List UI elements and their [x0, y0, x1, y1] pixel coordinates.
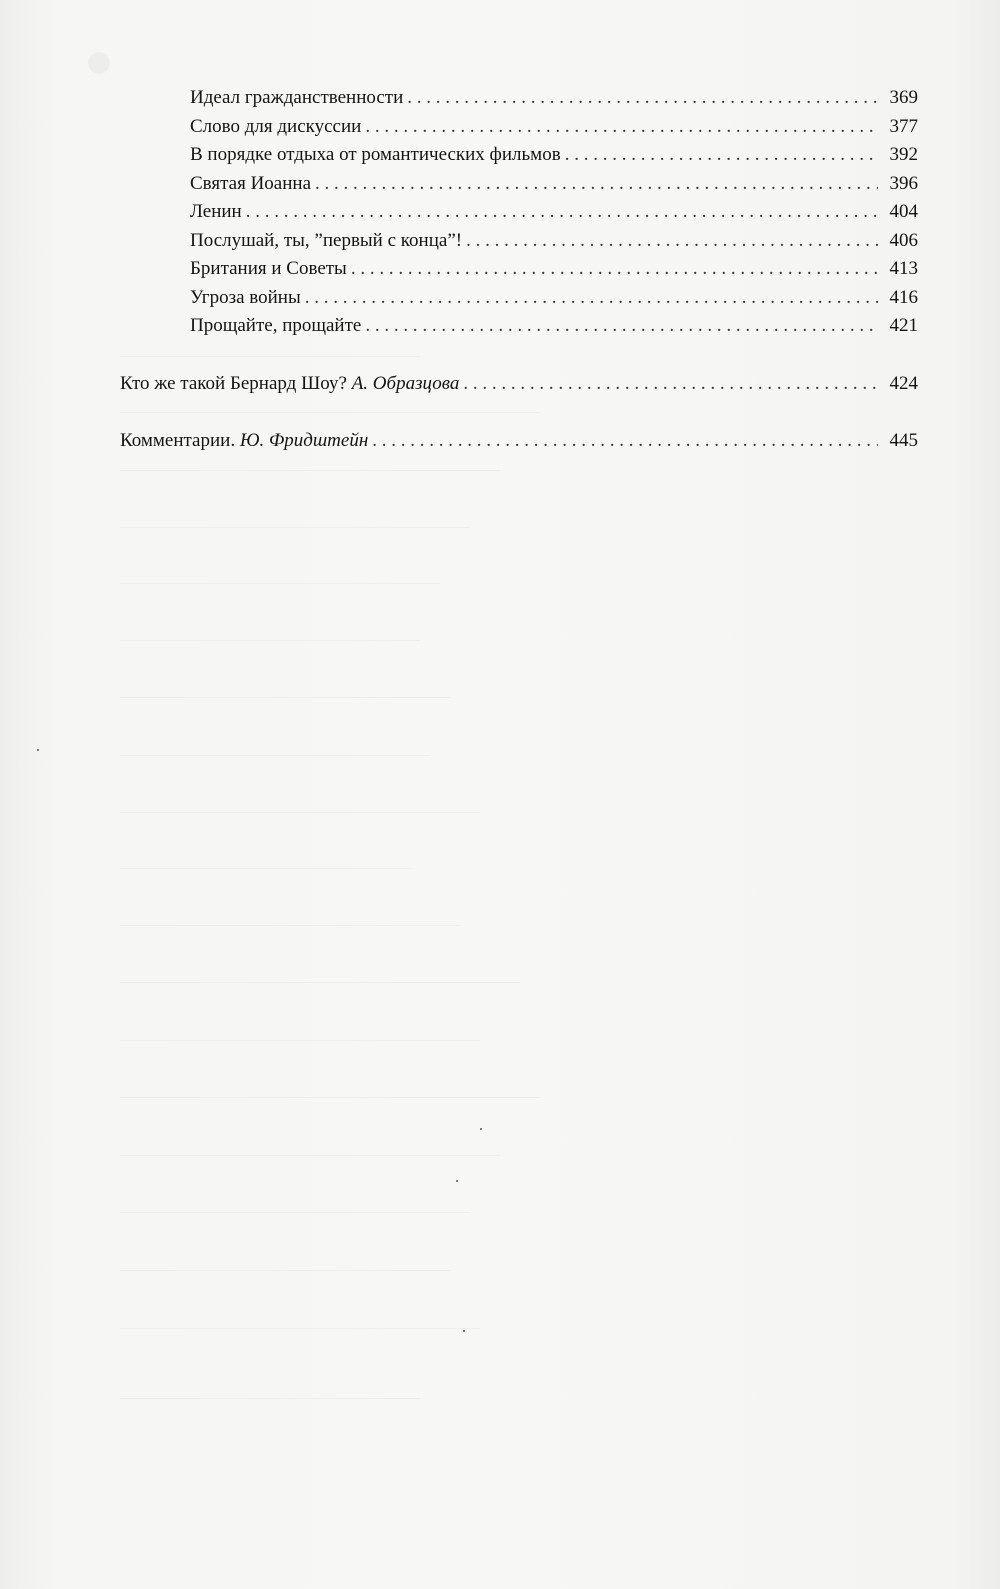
bleed-through [120, 868, 410, 869]
toc-entry-page: 377 [889, 116, 918, 137]
page-blemish [88, 52, 110, 74]
toc-entry-title: Британия и Советы [190, 258, 347, 279]
bleed-through [120, 356, 420, 357]
paper-speck [37, 749, 39, 751]
toc-entry-page: 369 [889, 87, 918, 108]
bleed-through [120, 697, 450, 698]
dot-leader [407, 86, 878, 110]
toc-entry-main[interactable] [120, 429, 918, 453]
toc-entry-title: Святая Иоанна [190, 173, 312, 194]
paper-speck [463, 1330, 465, 1332]
dot-leader [246, 200, 878, 224]
toc-entry[interactable] [190, 286, 918, 310]
toc-entry-author: А. Образцова [351, 373, 460, 394]
dot-leader [565, 143, 878, 167]
dot-leader [466, 229, 878, 253]
toc-entry-title: Послушай, ты, ”первый с конца”! [190, 230, 463, 251]
toc-entry[interactable] [190, 115, 918, 139]
toc-entry-page: 413 [889, 258, 918, 279]
toc-entry-page: 392 [889, 144, 918, 165]
bleed-through [120, 1155, 500, 1156]
dot-leader [365, 314, 878, 338]
dot-leader [365, 115, 878, 139]
bleed-through [120, 640, 420, 641]
bleed-through [120, 812, 480, 813]
toc-entry-title: В порядке отдыха от романтических фильмов [190, 144, 561, 165]
toc-entry-title-text: Комментарии. [120, 430, 240, 451]
bleed-through [120, 1097, 540, 1098]
toc-entry-page: 404 [889, 201, 918, 222]
toc-entry-page: 406 [889, 230, 918, 251]
bleed-through [120, 527, 470, 528]
paper-speck [480, 1128, 482, 1130]
toc-entry[interactable] [190, 172, 918, 196]
bleed-through [120, 1040, 480, 1041]
toc-entry[interactable] [190, 200, 918, 224]
toc-entry[interactable] [190, 86, 918, 110]
dot-leader [351, 257, 878, 281]
toc-entry-author: Ю. Фридштейн [239, 430, 369, 451]
bleed-through [120, 470, 500, 471]
toc-entry-title [120, 429, 368, 453]
bleed-through [120, 412, 540, 413]
dot-leader [305, 286, 878, 310]
dot-leader [315, 172, 878, 196]
toc-entry-page: 416 [889, 287, 918, 308]
dot-leader [463, 372, 878, 396]
toc-entry[interactable] [190, 229, 918, 253]
bleed-through [120, 1270, 450, 1271]
toc-entry-page: 424 [889, 373, 918, 394]
toc-entry-title: Слово для дискуссии [190, 116, 362, 137]
bleed-through [120, 755, 430, 756]
bleed-through [120, 925, 460, 926]
toc-entry-title: Прощайте, прощайте [190, 315, 362, 336]
toc-entry-title: Ленин [190, 201, 242, 222]
bleed-through [120, 1328, 480, 1329]
bleed-through [120, 583, 440, 584]
toc-entry-title-text: Кто же такой Бернард Шоу? [120, 373, 352, 394]
toc-entry[interactable] [190, 257, 918, 281]
toc-entry[interactable] [190, 143, 918, 167]
bleed-through [120, 1398, 420, 1399]
toc-entry-page: 421 [889, 315, 918, 336]
paper-speck [456, 1180, 458, 1182]
bleed-through [120, 982, 520, 983]
toc-entry-main[interactable] [120, 372, 918, 396]
toc-entry-page: 396 [889, 173, 918, 194]
toc-entry-title: Идеал гражданственности [190, 87, 404, 108]
toc-entry-page: 445 [889, 430, 918, 451]
toc-entry[interactable] [190, 314, 918, 338]
dot-leader [372, 429, 878, 453]
toc-entry-title [120, 372, 459, 396]
bleed-through [120, 1212, 470, 1213]
toc-entry-title: Угроза войны [190, 287, 301, 308]
